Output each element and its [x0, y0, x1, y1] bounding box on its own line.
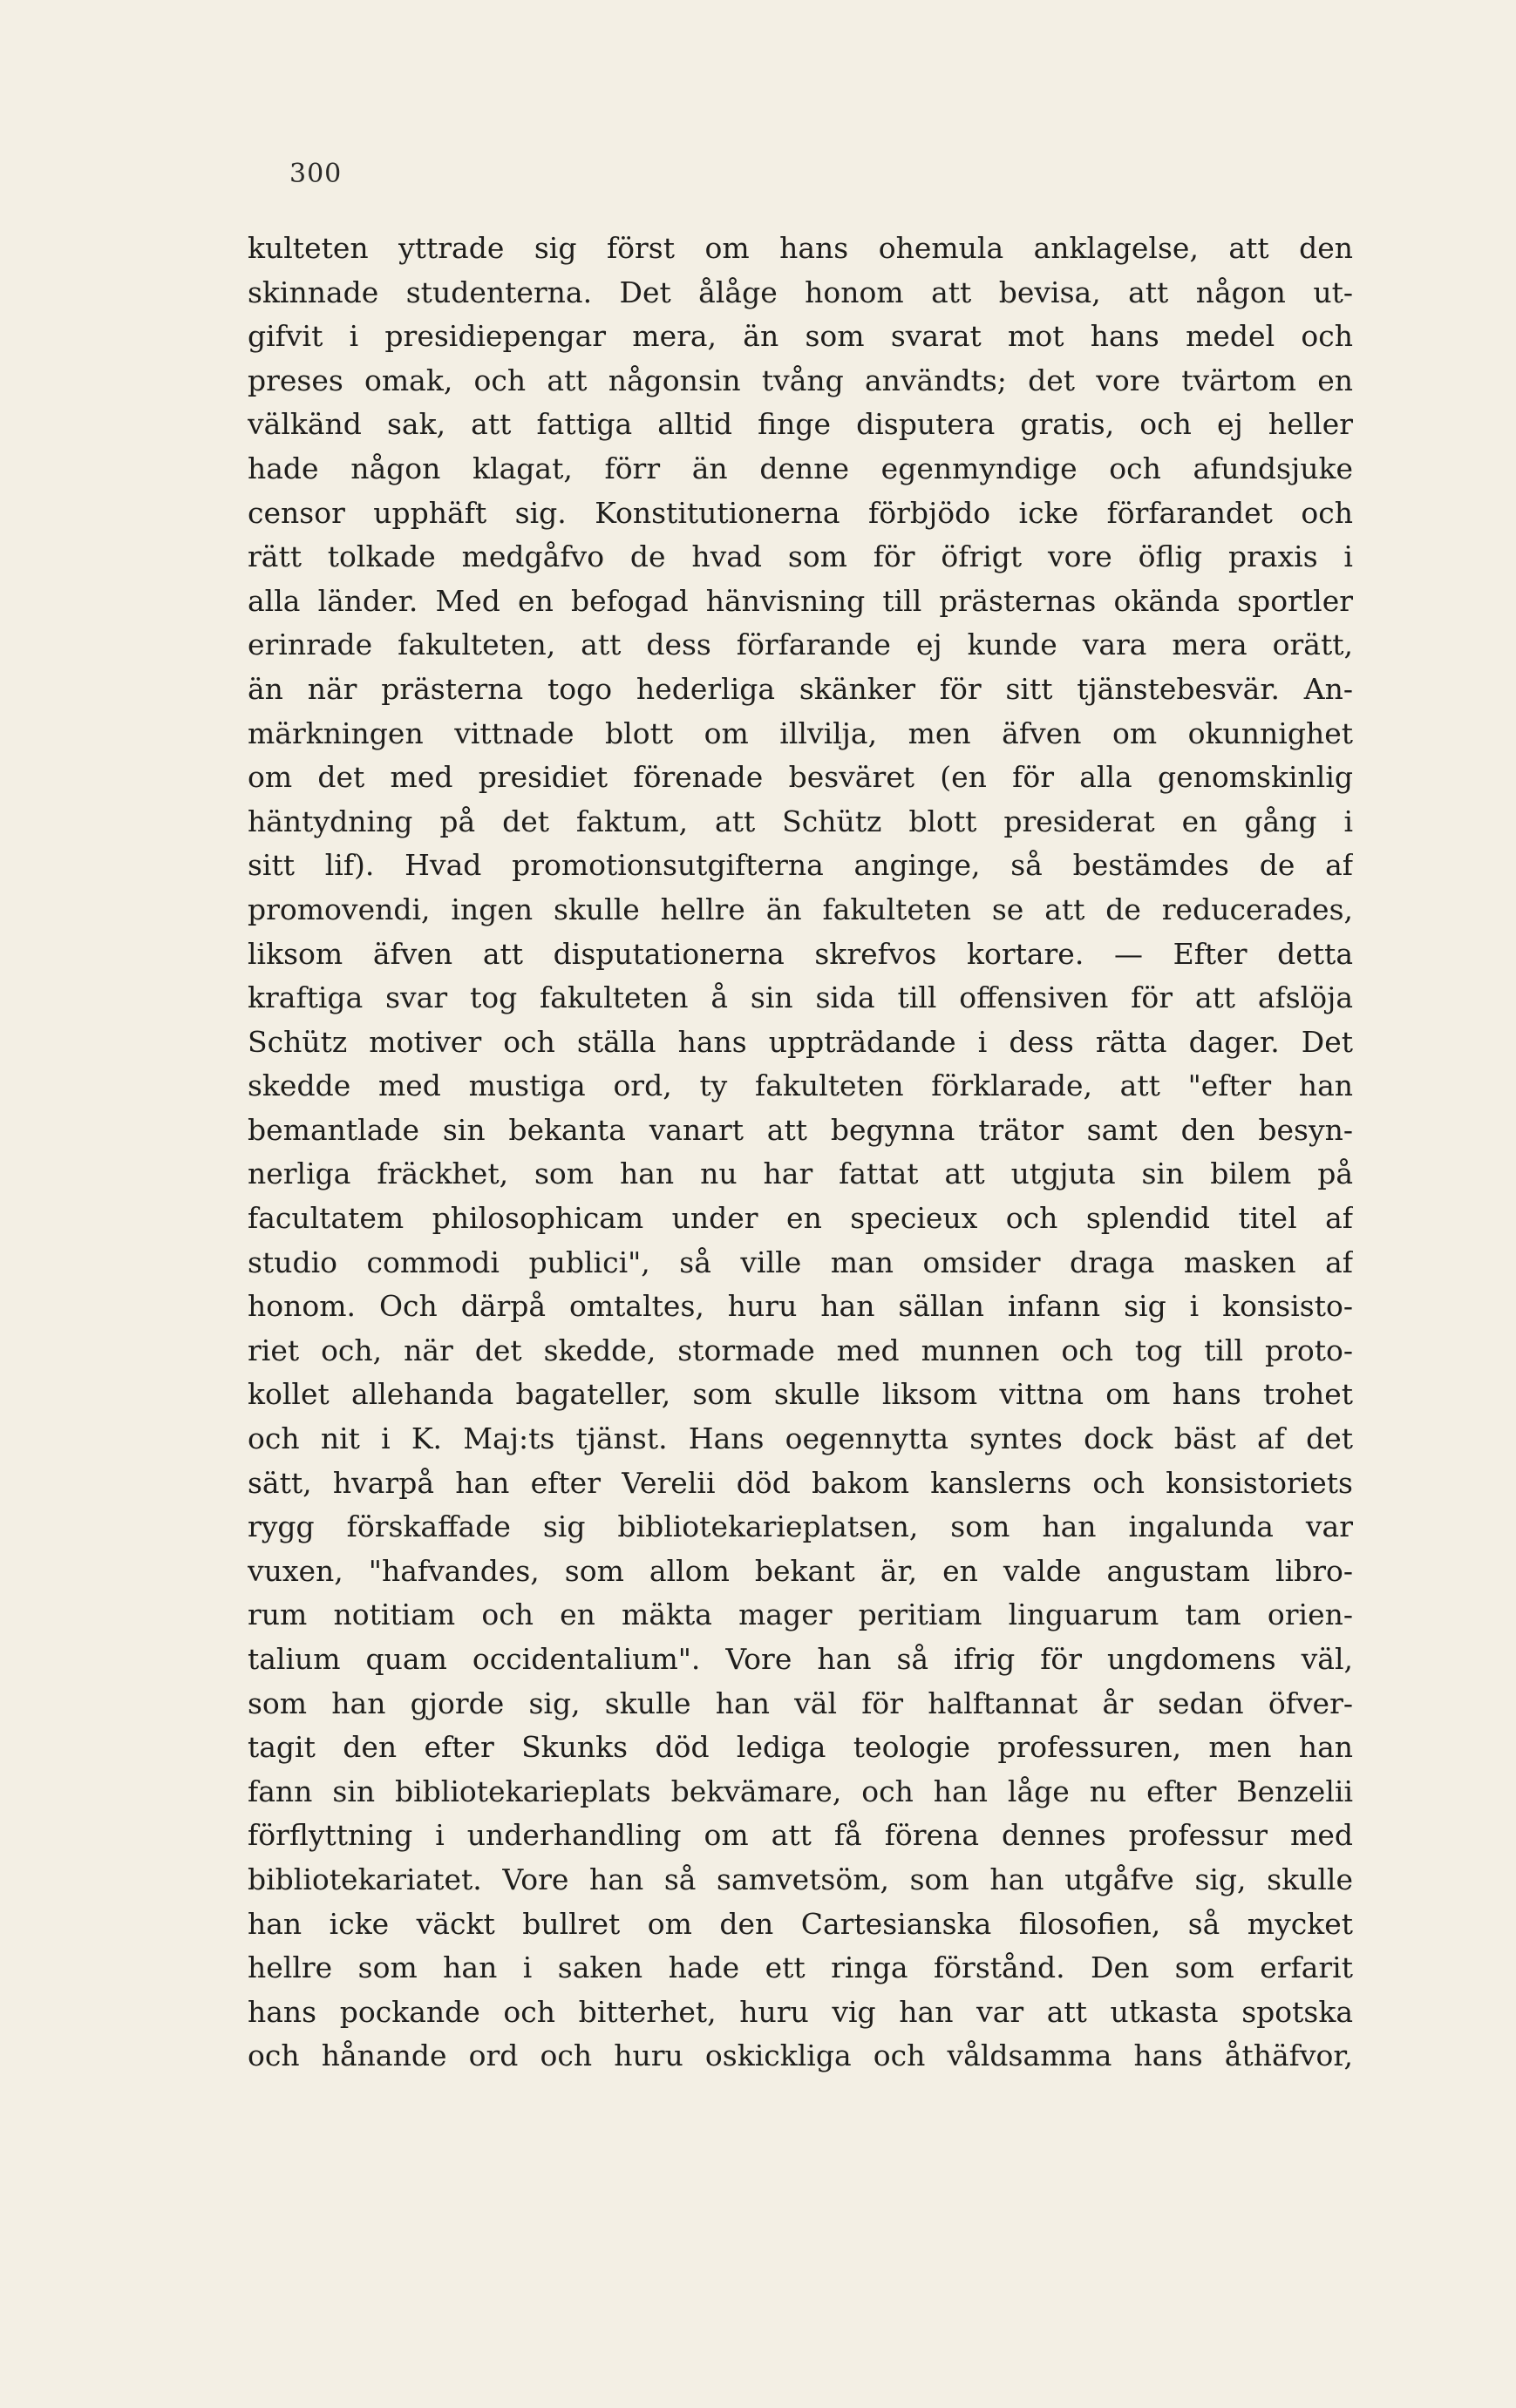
text-line: erinrade fakulteten, att dess förfarande ej kunde vara mera orätt, [248, 627, 1353, 662]
text-line: han icke väckt bullret om den Cartesianska filosofien, så mycket [248, 1906, 1353, 1941]
text-line: gifvit i presidiepengar mera, än som svarat mot hans medel och [248, 319, 1353, 354]
text-line: rum notitiam och en mäkta mager peritiam linguarum tam orien- [248, 1597, 1353, 1632]
text-line: bemantlade sin bekanta vanart att begynna trätor samt den besyn- [248, 1112, 1353, 1147]
text-line: vuxen, "hafvandes, som allom bekant är, en valde angustam libro- [248, 1553, 1353, 1588]
text-line: sätt, hvarpå han efter Verelii död bakom kanslerns och konsistoriets [248, 1465, 1353, 1500]
text-line: fann sin bibliotekarieplats bekvämare, och han låge nu efter Benzelii [248, 1774, 1353, 1808]
text-line: förflyttning i underhandling om att få förena dennes professur med [248, 1818, 1353, 1853]
text-line: skedde med mustiga ord, ty fakulteten förklarade, att "efter han [248, 1068, 1353, 1103]
text-line: sitt lif). Hvad promotionsutgifterna anginge, så bestämdes de af [248, 848, 1353, 883]
text-line: och nit i K. Maj:ts tjänst. Hans oegennytta syntes dock bäst af det [248, 1421, 1353, 1456]
text-line: preses omak, och att någonsin tvång användts; det vore tvärtom en [248, 363, 1353, 397]
text-line: liksom äfven att disputationerna skrefvos kortare. — Efter detta [248, 936, 1353, 971]
text-line: riet och, när det skedde, stormade med munnen och tog till proto- [248, 1333, 1353, 1367]
text-line: rätt tolkade medgåfvo de hvad som för öfrigt vore öflig praxis i [248, 539, 1353, 574]
text-line: häntydning på det faktum, att Schütz blott presiderat en gång i [248, 804, 1353, 838]
text-line: kollet allehanda bagateller, som skulle liksom vittna om hans trohet [248, 1377, 1353, 1412]
text-line: kulteten yttrade sig först om hans ohemula anklagelse, att den [248, 231, 1353, 265]
text-line: honom. Och därpå omtaltes, huru han sällan infann sig i konsisto- [248, 1289, 1353, 1324]
page-number: 300 [289, 159, 343, 189]
text-line: kraftiga svar tog fakulteten å sin sida till offensiven för att afslöja [248, 980, 1353, 1015]
text-line: hellre som han i saken hade ett ringa förstånd. Den som erfarit [248, 1950, 1353, 1985]
text-line: tagit den efter Skunks död lediga teologie professuren, men han [248, 1730, 1353, 1765]
text-line: studio commodi publici", så ville man omsider draga masken af [248, 1245, 1353, 1279]
text-line: skinnade studenterna. Det ålåge honom att bevisa, att någon ut- [248, 275, 1353, 309]
text-line: nerliga fräckhet, som han nu har fattat att utgjuta sin bilem på [248, 1157, 1353, 1191]
text-line: om det med presidiet förenade besväret (en för alla genomskinlig [248, 760, 1353, 795]
text-line: facultatem philosophicam under en specieux och splendid titel af [248, 1201, 1353, 1236]
body-text [248, 227, 1353, 2079]
text-line: som han gjorde sig, skulle han väl för halftannat år sedan öfver- [248, 1686, 1353, 1720]
text-line: promovendi, ingen skulle hellre än fakulteten se att de reducerades, [248, 892, 1353, 926]
text-line: bibliotekariatet. Vore han så samvetsöm, som han utgåfve sig, skulle [248, 1862, 1353, 1896]
text-line: Schütz motiver och ställa hans uppträdande i dess rätta dager. Det [248, 1024, 1353, 1059]
text-line: än när prästerna togo hederliga skänker för sitt tjänstebesvär. An- [248, 671, 1353, 706]
text-line: hade någon klagat, förr än denne egenmyndige och afundsjuke [248, 451, 1353, 485]
text-line: censor upphäft sig. Konstitutionerna förbjödo icke förfarandet och [248, 495, 1353, 530]
text-line: talium quam occidentalium". Vore han så ifrig för ungdomens väl, [248, 1642, 1353, 1676]
text-line: märkningen vittnade blott om illvilja, men äfven om okunnighet [248, 716, 1353, 750]
text-line: alla länder. Med en befogad hänvisning till prästernas okända sportler [248, 583, 1353, 618]
text-line: hans pockande och bitterhet, huru vig han var att utkasta spotska [248, 1994, 1353, 2029]
text-line: välkänd sak, att fattiga alltid finge disputera gratis, och ej heller [248, 407, 1353, 442]
text-line: rygg förskaffade sig bibliotekarieplatsen, som han ingalunda var [248, 1509, 1353, 1544]
text-line: och hånande ord och huru oskickliga och våldsamma hans åthäfvor, [248, 2038, 1353, 2073]
